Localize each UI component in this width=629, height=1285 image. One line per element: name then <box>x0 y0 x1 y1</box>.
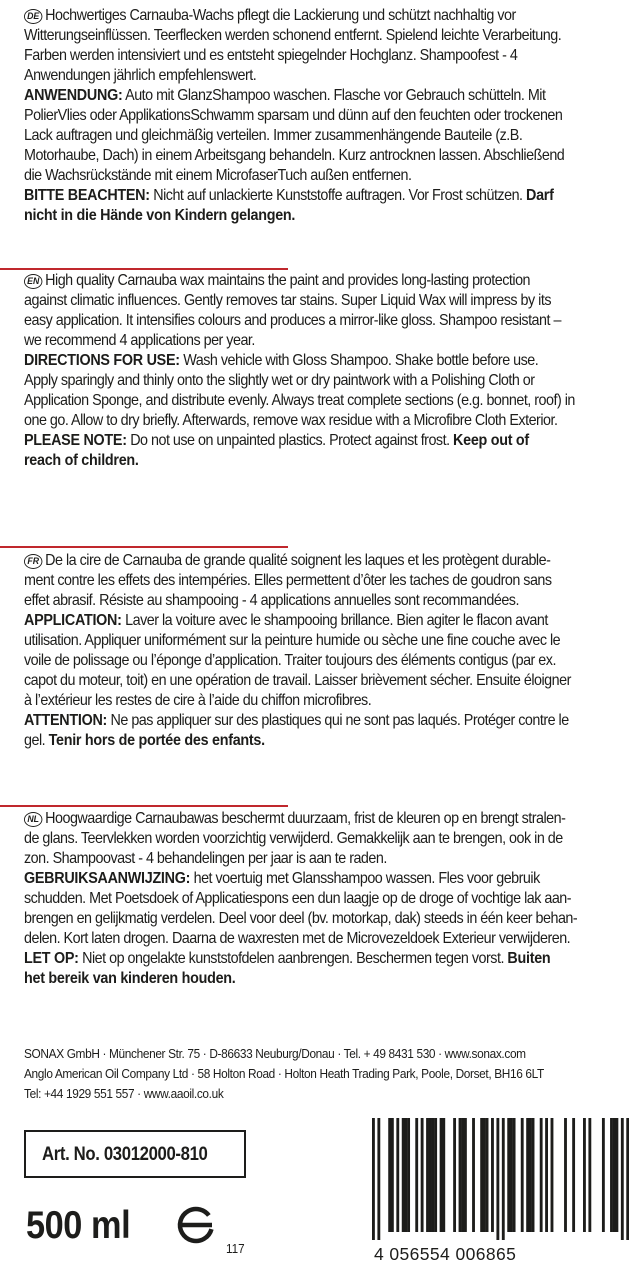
section-nl <box>24 809 614 989</box>
ean-number: 4 056554 006865 <box>374 1244 517 1264</box>
barcode-bar <box>491 1118 494 1232</box>
text-run: easy application. It intensifies colours and produces a mirror-like gloss. Shampoo resistant – <box>24 312 561 329</box>
barcode-bar <box>402 1118 405 1232</box>
barcode-bar <box>532 1118 535 1232</box>
barcode-bar <box>483 1118 486 1232</box>
text-run: schudden. Met Poetsdoek of Applicatiespons een dun laagje op de droge of vochtige lak aan- <box>24 890 572 907</box>
text-run: Application Sponge, and distribute evenly. Always treat complete sections (e.g. bonnet, roof) in <box>24 392 575 409</box>
barcode-bar <box>434 1118 437 1232</box>
barcode-bar <box>391 1118 394 1232</box>
barcode-bar <box>507 1118 510 1232</box>
text-run: ment contre les effets des intempéries. Elles permettent d’ôter les taches de goudron sans <box>24 572 552 589</box>
bold-text: het bereik van kinderen houden. <box>24 970 236 987</box>
manufacturer-address <box>24 1044 614 1104</box>
section-text <box>24 551 613 751</box>
barcode-bar <box>426 1118 429 1232</box>
barcode-bar <box>513 1118 516 1232</box>
divider-de <box>0 268 288 270</box>
barcode-bar <box>421 1118 424 1232</box>
barcode-bar <box>621 1118 624 1240</box>
barcode-bar <box>613 1118 616 1232</box>
barcode-bar <box>388 1118 391 1232</box>
bold-text: Tenir hors de portée des enfants. <box>48 732 265 749</box>
barcode-bar <box>572 1118 575 1232</box>
estimated-sign-icon <box>168 1198 224 1250</box>
barcode-bar <box>521 1118 524 1232</box>
bold-text: ANWENDUNG: <box>24 87 123 104</box>
text-run: capot du moteur, toit) en une opération de travail. Laisser brièvement sécher. Ensuite éloigner <box>24 672 571 689</box>
text-run: Laver la voiture avec le shampooing brillance. Bien agiter le flacon avant <box>121 612 548 629</box>
text-run: de glans. Teervlekken worden voorzichtig verwijderd. Gemakkelijk aan te brengen, ook in de <box>24 830 563 847</box>
bold-text: BITTE BEACHTEN: <box>24 187 150 204</box>
language-badge: DE <box>24 9 42 24</box>
address-line: Tel: +44 1929 551 557 · www.aaoil.co.uk <box>24 1086 224 1101</box>
barcode-bar <box>377 1118 380 1240</box>
bold-text: PLEASE NOTE: <box>24 432 127 449</box>
section-en <box>24 271 614 471</box>
bold-text: DIRECTIONS FOR USE: <box>24 352 180 369</box>
text-run: Ne pas appliquer sur des plastiques qui ne sont pas laqués. Protéger contre le <box>107 712 569 729</box>
section-text <box>24 6 613 226</box>
barcode-bar <box>615 1118 618 1232</box>
text-run: we recommend 4 applications per year. <box>24 332 255 349</box>
barcode-bar <box>407 1118 410 1232</box>
barcode-bar <box>432 1118 435 1232</box>
barcode-bar <box>529 1118 532 1232</box>
barcode-bar <box>588 1118 591 1232</box>
language-badge: FR <box>24 554 42 569</box>
small-code: 117 <box>226 1241 245 1256</box>
text-run: Hoogwaardige Carnaubawas beschermt duurzaam, frist de kleuren op en brengt stralen- <box>45 810 566 827</box>
barcode-bar <box>502 1118 505 1240</box>
barcode-bar <box>404 1118 407 1232</box>
bold-text: Darf <box>526 187 554 204</box>
divider-en <box>0 546 288 548</box>
text-run: effet abrasif. Résiste au shampooing - 4 applications annuelles sont recommandées. <box>24 592 519 609</box>
text-run: Niet op ongelakte kunststofdelen aanbrengen. Beschermen tegen vorst. <box>78 950 508 967</box>
text-run: gel. <box>24 732 49 749</box>
text-run: Hochwertiges Carnauba-Wachs pflegt die Lackierung und schützt nachhaltig vor <box>45 7 516 24</box>
text-run: die Wachsrückstände mit einem MicrofaserTuch außen entfernen. <box>24 167 412 184</box>
text-run: utilisation. Appliquer uniformément sur la peinture humide ou sèche une fine couche avec le <box>24 632 561 649</box>
text-run: one go. Allow to dry briefly. Afterwards, remove wax residue with a Microfibre Cloth Exterior. <box>24 412 558 429</box>
bold-text: APPLICATION: <box>24 612 122 629</box>
barcode-bar <box>551 1118 554 1232</box>
bold-text: nicht in die Hände von Kindern gelangen. <box>24 207 296 224</box>
volume: 500 ml <box>26 1204 131 1247</box>
bold-text: Keep out of <box>453 432 529 449</box>
barcode-bar <box>545 1118 548 1232</box>
text-run: à l’extérieur les restes de cire à l’aide du chiffon microfibres. <box>24 692 372 709</box>
text-run: against climatic influences. Gently removes tar stains. Super Liquid Wax will impress by its <box>24 292 551 309</box>
divider-fr <box>0 805 288 807</box>
text-run: Auto mit GlanzShampoo waschen. Flasche vor Gebrauch schütteln. Mit <box>122 87 546 104</box>
barcode-bar <box>372 1118 375 1240</box>
text-run: Motorhaube, Dach) in einem Arbeitsgang behandeln. Kurz antrocknen lassen. Abschließend <box>24 147 565 164</box>
barcode-bar <box>486 1118 489 1232</box>
text-run: Nicht auf unlackierte Kunststoffe auftragen. Vor Frost schützen. <box>149 187 527 204</box>
text-run: Do not use on unpainted plastics. Protect against frost. <box>126 432 454 449</box>
text-run: Lack auftragen und gleichmäßig verteilen. Immer zusammenhängende Bauteile (z.B. <box>24 127 523 144</box>
barcode-bar <box>429 1118 432 1232</box>
bold-text: Buiten <box>507 950 551 967</box>
bold-text: GEBRUIKSAANWIJZING: <box>24 870 191 887</box>
text-run: het voertuig met Glansshampoo wassen. Fles voor gebruik <box>190 870 540 887</box>
language-badge: NL <box>24 812 42 827</box>
text-run: voile de polissage ou l’éponge d’application. Traiter toujours des éléments contigus (par ex. <box>24 652 556 669</box>
bold-text: LET OP: <box>24 950 79 967</box>
barcode-bar <box>459 1118 462 1232</box>
barcode-bar <box>583 1118 586 1232</box>
text-run: brengen en gelijkmatig verdelen. Deel voor deel (bv. motorkap, dak) steeds in één keer behan- <box>24 910 578 927</box>
barcode-bar <box>480 1118 483 1232</box>
address-line: Anglo American Oil Company Ltd · 58 Holton Road · Holton Heath Trading Park, Poole, Dorset, BH16 6LT <box>24 1066 544 1081</box>
bold-text: reach of children. <box>24 452 139 469</box>
text-run: Anwendungen jährlich empfehlenswert. <box>24 67 257 84</box>
language-badge: EN <box>24 274 42 289</box>
text-run: zon. Shampoovast - 4 behandelingen per jaar is aan te raden. <box>24 850 387 867</box>
barcode-bar <box>464 1118 467 1232</box>
text-run: De la cire de Carnauba de grande qualité soignent les laques et les protègent durable- <box>45 552 551 569</box>
section-de <box>24 6 614 226</box>
barcode-bar <box>564 1118 567 1232</box>
barcode-bar <box>510 1118 513 1232</box>
text-run: delen. Kort laten drogen. Daarna de waxresten met de Microvezeldoek Exterieur verwijderen. <box>24 930 571 947</box>
barcode-bar <box>461 1118 464 1232</box>
barcode-bar <box>472 1118 475 1232</box>
barcode-bar <box>396 1118 399 1232</box>
address-line: SONAX GmbH · Münchener Str. 75 · D-86633 Neuburg/Donau · Tel. + 49 8431 530 · www.sonax.com <box>24 1046 526 1061</box>
barcode-bar <box>496 1118 499 1240</box>
section-fr <box>24 551 614 751</box>
section-text <box>24 809 613 989</box>
barcode-bar <box>526 1118 529 1232</box>
text-run: Witterungseinflüssen. Teerflecken werden schonend entfernt. Spielend leichte Verarbeitung. <box>24 27 562 44</box>
barcode-bars <box>372 1118 629 1240</box>
text-run: Apply sparingly and thinly onto the slightly wet or dry paintwork with a Polishing Cloth or <box>24 372 535 389</box>
article-number-box <box>24 1130 246 1178</box>
barcode-bar <box>415 1118 418 1232</box>
barcode-bar <box>540 1118 543 1232</box>
bold-text: ATTENTION: <box>24 712 108 729</box>
text-run: PolierVlies oder ApplikationsSchwamm sparsam und dünn auf den feuchten oder trockenen <box>24 107 563 124</box>
text-run: Farben werden intensiviert und es entsteht spiegelnder Hochglanz. Shampoofest - 4 <box>24 47 518 64</box>
barcode-bar <box>602 1118 605 1232</box>
barcode-bar <box>453 1118 456 1232</box>
section-text <box>24 271 613 471</box>
text-run: Wash vehicle with Gloss Shampoo. Shake bottle before use. <box>179 352 539 369</box>
barcode-bar <box>440 1118 443 1232</box>
barcode-bar <box>442 1118 445 1232</box>
barcode <box>372 1118 629 1240</box>
text-run: High quality Carnauba wax maintains the paint and provides long-lasting protection <box>45 272 531 289</box>
article-number: Art. No. 03012000-810 <box>42 1144 208 1165</box>
barcode-bar <box>610 1118 613 1232</box>
